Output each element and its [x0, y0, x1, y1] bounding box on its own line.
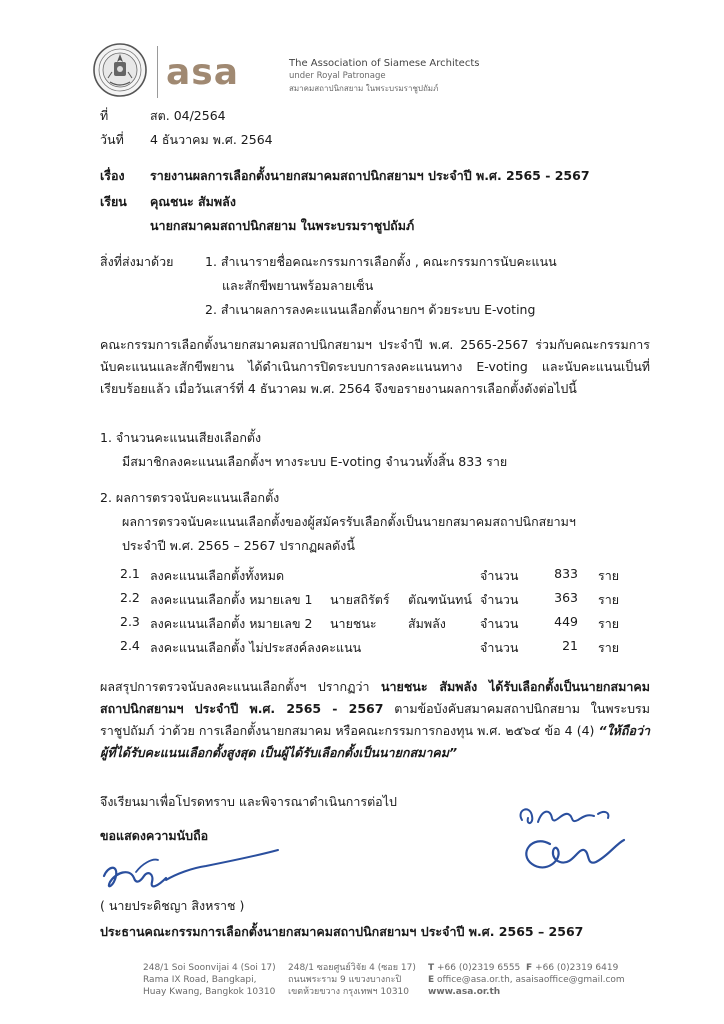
result-count: 833 — [554, 566, 578, 581]
regards: ขอแสดงความนับถือ — [100, 828, 209, 843]
result-count-label: จำนวน — [480, 568, 519, 583]
result-count: 449 — [554, 614, 578, 629]
signer-name: ( นายประดิชญา สิงหราช ) — [100, 898, 245, 913]
summary-winner: นายชนะ สัมพลัง ได้รับเลือกตั้งเป็นนายกสมาคมสถาปนิกสยามฯ ประจำปี พ.ศ. 2565 - 2567 — [100, 679, 650, 716]
fax-label: F — [526, 963, 533, 973]
footer-address-en — [143, 962, 276, 998]
result-unit: ราย — [598, 640, 620, 655]
tel-label: T — [428, 963, 435, 973]
email-value[interactable]: office@asa.or.th, asaisaoffice@gmail.com — [437, 975, 625, 985]
subject-text: รายงานผลการเลือกตั้งนายกสมาคมสถาปนิกสยามฯ ประจำปี พ.ศ. 2565 - 2567 — [150, 168, 590, 183]
signature-icon — [96, 846, 286, 898]
to-name: คุณชนะ สัมพลัง — [150, 194, 236, 209]
result-count-label: จำนวน — [480, 592, 519, 607]
result-num: 2.2 — [120, 590, 140, 605]
enclosure-item-2: 2. สำเนาผลการลงคะแนนเลือกตั้งนายกฯ ด้วยระบบ E-voting — [205, 302, 536, 317]
result-label: ลงคะแนนเลือกตั้ง หมายเลข 2 — [150, 616, 313, 631]
date-value: 4 ธันวาคม พ.ศ. 2564 — [150, 132, 273, 147]
footer-address-th — [288, 962, 416, 998]
enclosure-item-1: 1. สำเนารายชื่อคณะกรรมการเลือกตั้ง , คณะกรรมการนับคะแนน — [205, 254, 557, 269]
asa-logo — [166, 56, 256, 90]
result-label: ลงคะแนนเลือกตั้ง หมายเลข 1 — [150, 592, 313, 607]
footer-address-th-line: ถนนพระราม 9 แขวงบางกะปิ — [288, 975, 402, 985]
to-title: นายกสมาคมสถาปนิกสยาม ในพระบรมราชูปถัมภ์ — [150, 218, 415, 233]
tel-value: +66 (0)2319 6555 — [437, 963, 521, 973]
website-link[interactable]: www.asa.or.th — [428, 987, 501, 997]
asa-logo-text: asa — [166, 56, 240, 90]
result-row-candidate-1 — [120, 586, 640, 610]
intro-paragraph: คณะกรรมการเลือกตั้งนายกสมาคมสถาปนิกสยามฯ ประจำปี พ.ศ. 2565-2567 ร่วมกับคณะกรรมการนับคะแนนและสักขีพยาน ได้ดำเนินการปิดระบบการลงคะแนนทาง E-voting และนับคะแนนเป็นที่เรียบร้อยแล้ว เมื่อวันเสาร์ที่ 4 ธันวาคม พ.ศ. 2564 จึงขอรายงานผลการเลือกตั้งดังต่อไปนี้ — [100, 337, 650, 396]
assoc-name-en: The Association of Siamese Architects — [289, 58, 480, 69]
result-label: ลงคะแนนเลือกตั้ง ไม่ประสงค์ลงคะแนน — [150, 640, 362, 655]
subject-label: เรื่อง — [100, 168, 125, 183]
result-unit: ราย — [598, 592, 620, 607]
result-count: 363 — [554, 590, 578, 605]
royal-seal-icon — [92, 42, 148, 98]
summary-paragraph — [100, 676, 650, 764]
email-label: E — [428, 975, 435, 985]
section1-text: มีสมาชิกลงคะแนนเลือกตั้งฯ ทางระบบ E-voting จำนวนทั้งสิ้น 833 ราย — [122, 454, 508, 469]
result-row-candidate-2 — [120, 610, 640, 634]
section1-heading: 1. จำนวนคะแนนเสียงเลือกตั้ง — [100, 430, 262, 445]
candidate-first-name: นายสถิรัตร์ — [330, 592, 390, 607]
result-row-abstain — [120, 634, 640, 658]
closing-text: จึงเรียนมาเพื่อโปรดทราบ และพิจารณาดำเนินการต่อไป — [100, 794, 397, 809]
result-num: 2.3 — [120, 614, 140, 629]
assoc-name-th: สมาคมสถาปนิกสยาม ในพระบรมราชูปถัมภ์ — [289, 84, 439, 93]
result-count: 21 — [562, 638, 578, 653]
section2-text-1: ผลการตรวจนับคะแนนเลือกตั้งของผู้สมัครรับเลือกตั้งเป็นนายกสมาคมสถาปนิกสยามฯ — [122, 514, 576, 529]
enclosure-item-1-cont: และสักขีพยานพร้อมลายเซ็น — [222, 278, 374, 293]
result-unit: ราย — [598, 616, 620, 631]
result-count-label: จำนวน — [480, 616, 519, 631]
candidate-last-name: สัมพลัง — [408, 616, 446, 631]
signer-title: ประธานคณะกรรมการเลือกตั้งนายกสมาคมสถาปนิกสยามฯ ประจำปี พ.ศ. 2565 – 2567 — [100, 924, 584, 939]
result-label: ลงคะแนนเลือกตั้งทั้งหมด — [150, 568, 285, 583]
date-label: วันที่ — [100, 132, 124, 147]
result-unit: ราย — [598, 568, 620, 583]
results-table — [120, 562, 640, 658]
result-num: 2.1 — [120, 566, 140, 581]
assoc-sub-en: under Royal Patronage — [289, 71, 386, 81]
footer-address-th-line: เขตห้วยขวาง กรุงเทพฯ 10310 — [288, 987, 410, 997]
result-num: 2.4 — [120, 638, 140, 653]
summary-text-1: ผลสรุปการตรวจนับลงคะแนนเลือกตั้งฯ ปรากฏว่า — [100, 679, 381, 694]
result-count-label: จำนวน — [480, 640, 519, 655]
footer-contact — [428, 962, 625, 998]
footer-address-en-line: Rama IX Road, Bangkapi, — [143, 975, 257, 985]
candidate-last-name: ตัณฑนันทน์ — [408, 592, 472, 607]
handwritten-signature-icon — [512, 800, 632, 880]
ref-value: สต. 04/2564 — [150, 108, 226, 123]
footer-address-en-line: Huay Kwang, Bangkok 10310 — [143, 987, 276, 997]
summary-text-2: ตามข้อบังคับสมาคมสถาปนิกสยาม ในพระบรมราชูปถัมภ์ ว่าด้วย การเลือกตั้งนายกสมาคม หรือคณะกรรมการกองทุน พ.ศ. ๒๕๖๔ ข้อ 4 (4) — [100, 701, 650, 738]
footer-address-th-line: 248/1 ซอยศูนย์วิจัย 4 (ซอย 17) — [288, 963, 416, 973]
to-label: เรียน — [100, 194, 127, 209]
fax-value: +66 (0)2319 6419 — [535, 963, 619, 973]
footer-address-en-line: 248/1 Soi Soonvijai 4 (Soi 17) — [143, 963, 276, 973]
enclosures-label: สิ่งที่ส่งมาด้วย — [100, 254, 174, 269]
header-divider — [157, 46, 158, 98]
section2-text-2: ประจำปี พ.ศ. 2565 – 2567 ปรากฏผลดังนี้ — [122, 538, 355, 553]
candidate-first-name: นายชนะ — [330, 616, 377, 631]
result-row-total — [120, 562, 640, 586]
section2-heading: 2. ผลการตรวจนับคะแนนเลือกตั้ง — [100, 490, 280, 505]
summary-quote: “ให้ถือว่าผู้ที่ได้รับคะแนนเลือกตั้งสูงสุด เป็นผู้ได้รับเลือกตั้งเป็นนายกสมาคม” — [100, 723, 650, 760]
ref-label: ที่ — [100, 108, 109, 123]
